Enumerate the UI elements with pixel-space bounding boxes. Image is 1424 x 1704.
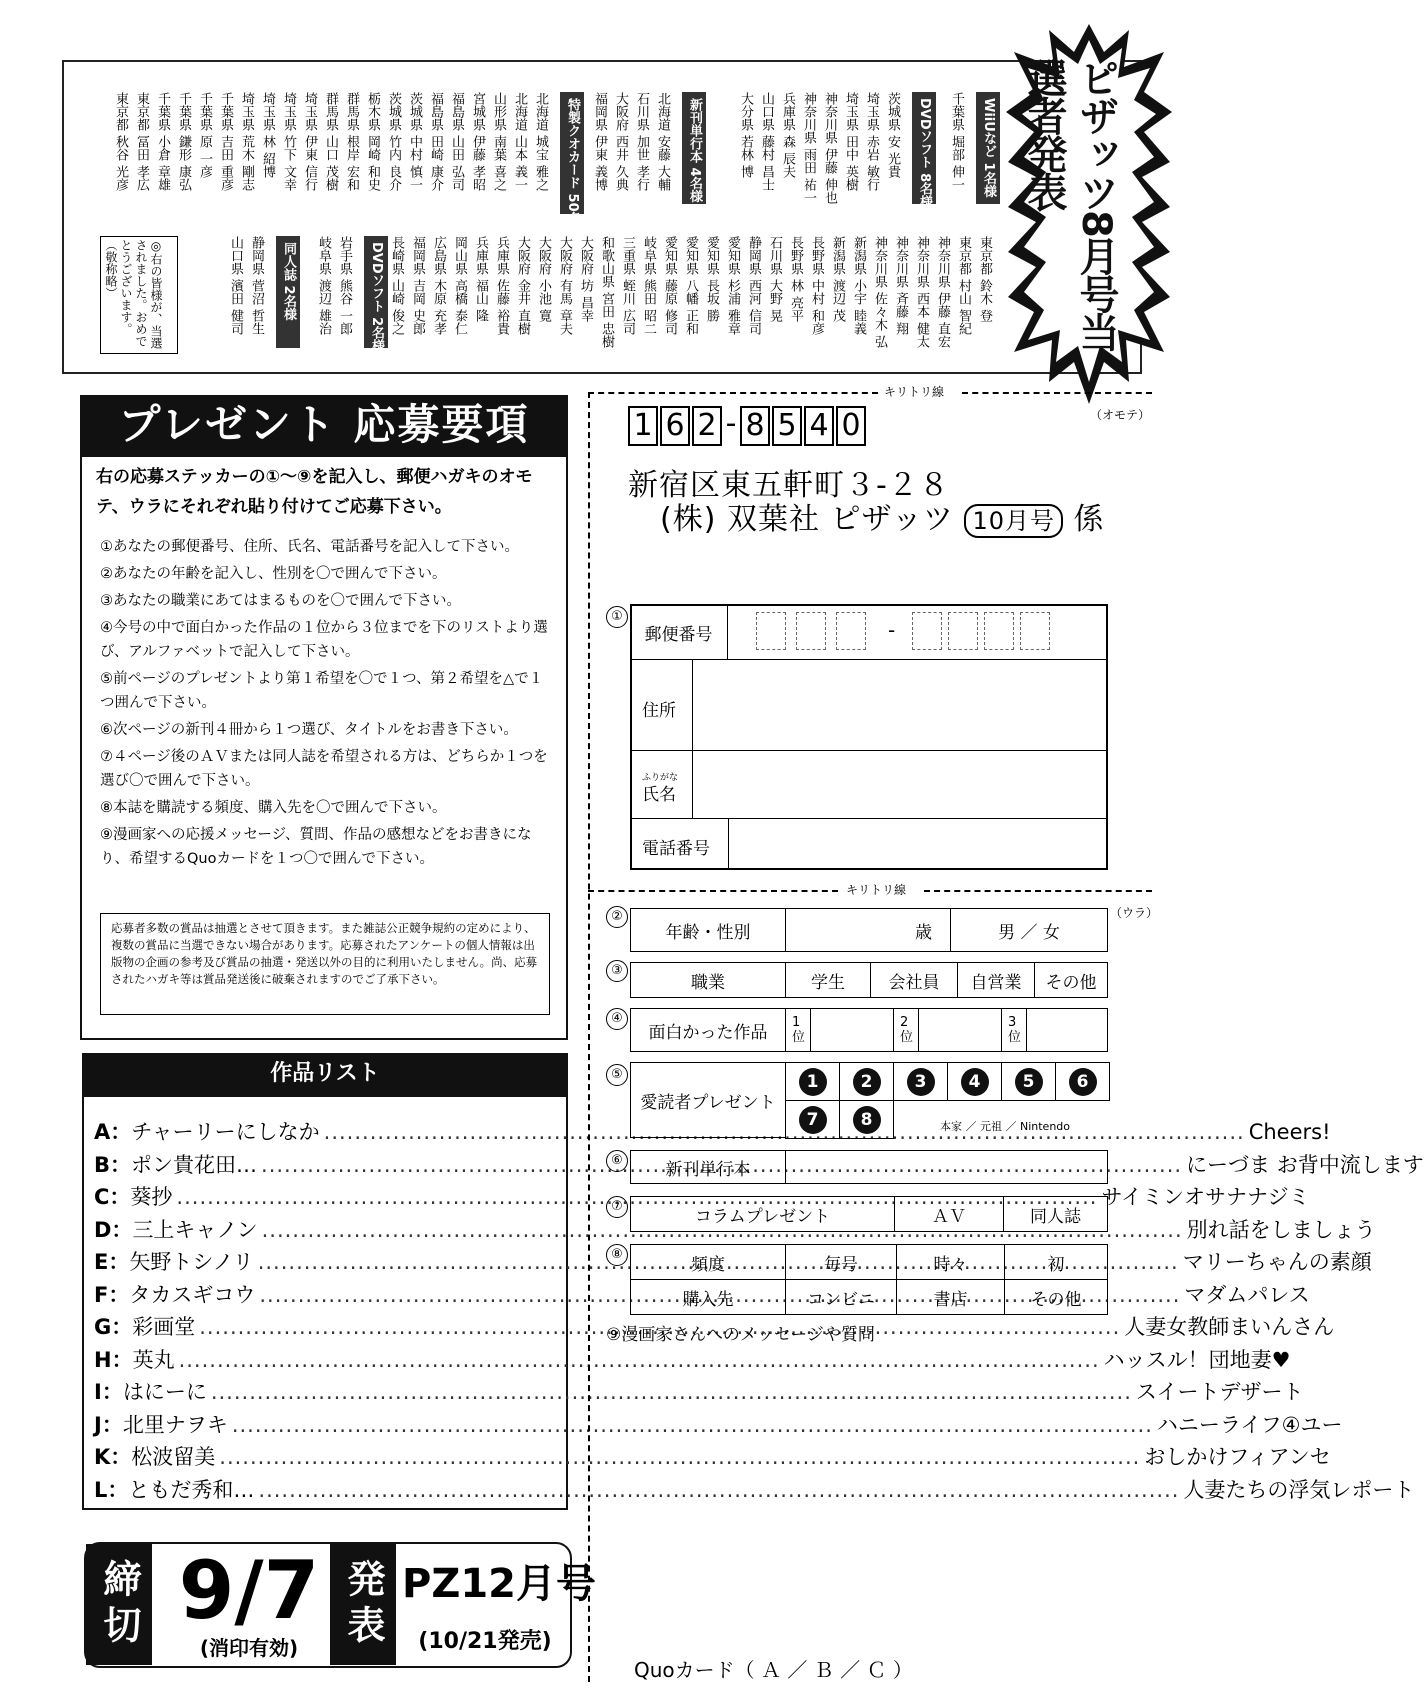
winner-entry: 千葉県 小倉 章雄 [155, 92, 170, 192]
present-notice: 応募者多数の賞品は抽選とさせて頂きます。また雑誌公正競争規約の定めにより、複数の賞品に当選できない場合があります。応募されたアンケートの個人情報は出版物の企画の参考及び賞品の抽選・発送以外の目的に利用いたしません。尚、応募されたハガキ等は賞品発送後に破棄されますのでご了承下さい。 [100, 913, 550, 1015]
postal-dash: - [888, 618, 896, 642]
present-option[interactable] [839, 1062, 894, 1101]
deadline-issue: PZ12月号 [402, 1561, 596, 1607]
present-step: ⑥次ページの新刊４冊から１つ選び、タイトルをお書き下さい。 [100, 722, 518, 738]
message-input[interactable] [606, 1348, 1106, 1648]
winner-entry: 東京都 冨田 孝広 [134, 92, 149, 192]
winner-entry: 千葉県 吉田 重彦 [218, 92, 233, 192]
winner-entry: 北海道 山本 義一 [512, 92, 527, 192]
work-title: にーづま お背中流します [1186, 1152, 1424, 1177]
deadline-date: 9/7 [178, 1544, 320, 1637]
work-key: E： [94, 1250, 130, 1274]
winner-entry: 長野県 林 亮平 [788, 236, 803, 323]
winner-entry: 東京都 村山 智紀 [956, 236, 971, 336]
name-input[interactable] [692, 751, 1107, 819]
winner-entry: 千葉県 堀部 伸一 [949, 92, 964, 192]
winner-entry: 山口県 藤村 昌士 [759, 92, 774, 192]
winner-entry: 東京都 鈴木 登 [977, 236, 992, 323]
freq-option[interactable]: 初 [1004, 1244, 1108, 1280]
section-6-num: ⑥ [606, 1150, 628, 1172]
winner-entry: 大阪府 小池 寛 [536, 236, 551, 323]
work-item [94, 1376, 1304, 1408]
work-key: D： [94, 1217, 133, 1242]
winner-entry: 岩手県 熊谷 一郎 [337, 236, 352, 336]
winner-entry: 神奈川県 西本 健太 [914, 236, 929, 349]
winner-entry: 広島県 木原 充孝 [431, 236, 446, 336]
winner-entry: 大阪府 有馬 章夫 [557, 236, 572, 336]
postcode-boxes [628, 406, 868, 446]
section-3-num: ③ [606, 960, 628, 982]
present-option[interactable] [839, 1100, 894, 1139]
work-key: A： [94, 1120, 132, 1144]
winner-entry: 茨城県 安 光貴 [885, 92, 900, 179]
section-7-num: ⑦ [606, 1196, 628, 1218]
winner-entry: 埼玉県 田中 英樹 [843, 92, 858, 192]
deadline-date-note: (消印有効) [199, 1636, 299, 1660]
work-author: タカスギコウ [129, 1282, 256, 1307]
deadline-happyo-label: 発表 [330, 1544, 396, 1665]
work-key: C： [94, 1185, 131, 1209]
winner-entry: 福岡県 吉岡 史郎 [410, 236, 425, 336]
postal-label: 郵便番号 [630, 604, 728, 660]
zip-digit: 2 [692, 406, 722, 446]
shop-option[interactable]: 書店 [896, 1279, 1005, 1315]
age-unit: 歳 [915, 922, 932, 943]
winner-entry: 新潟県 小宇 睦義 [851, 236, 866, 336]
zip-digit: 4 [804, 406, 834, 446]
postal-digit-box[interactable] [984, 612, 1014, 650]
work-author: はにーに [122, 1380, 207, 1404]
present-option-number: 1 [799, 1068, 827, 1096]
work-item [94, 1344, 1291, 1376]
winner-entry: 東京都 秋谷 光彦 [113, 92, 128, 192]
present-note: 本家 ／ 元祖 ／ Nintendo [940, 1120, 1071, 1133]
freq-option[interactable]: 時々 [896, 1244, 1005, 1280]
rank-label: 1位 [786, 1009, 811, 1051]
issue-badge: 10月号 [964, 504, 1063, 538]
present-step: ①あなたの郵便番号、住所、氏名、電話番号を記入して下さい。 [100, 539, 519, 555]
address-company: (株) 双葉社 ピザッツ [660, 502, 954, 537]
work-key: J： [94, 1412, 123, 1437]
winner-entry: 茨城県 中村 慎一 [407, 92, 422, 192]
quo-select[interactable]: Quoカード（ Ａ ／ Ｂ ／ Ｃ ） [634, 1658, 913, 1682]
winner-entry: 岐阜県 熊田 昭二 [641, 236, 656, 336]
ura-label: （ウラ） [1110, 906, 1159, 920]
present-option-number: 8 [853, 1106, 881, 1134]
winner-entry: 千葉県 鎌形 康弘 [176, 92, 191, 192]
column-option-av[interactable]: ＡＶ [894, 1196, 1004, 1232]
present-option[interactable] [893, 1062, 948, 1101]
work-key: K： [94, 1445, 132, 1469]
kakari: 係 [1073, 502, 1105, 537]
winner-entry: 静岡県 西河 信司 [746, 236, 761, 336]
present-step: ⑤前ページのプレゼントより第１希望を〇で１つ、第２希望を△で１つ囲んで下さい。 [100, 671, 544, 711]
winner-entry: 兵庫県 福山 隆 [473, 236, 488, 323]
postal-digit-box[interactable] [1020, 612, 1050, 650]
winner-entry: 石川県 加世 孝行 [634, 92, 649, 192]
winner-entry: 福島県 山田 弘司 [449, 92, 464, 192]
zip-digit: 6 [660, 406, 690, 446]
work-title: マリーちゃんの素顔 [1182, 1250, 1372, 1274]
present-step: ②あなたの年齢を記入し、性別を〇で囲んで下さい。 [100, 566, 447, 582]
zip-dash: - [725, 406, 737, 441]
winner-category-label: 同人誌 2名様 [276, 236, 300, 348]
rank-label: 3位 [1002, 1009, 1027, 1051]
section-2-num: ② [606, 906, 628, 928]
furigana-label: ふりがな [642, 773, 679, 783]
job-option[interactable]: その他 [1034, 962, 1108, 998]
work-title: 人妻女教師まいんさん [1124, 1315, 1335, 1339]
work-author: 英丸 [132, 1347, 175, 1372]
address-input[interactable] [692, 660, 1107, 750]
postal-digit-box[interactable] [796, 612, 826, 650]
winner-entry: 大分県 若林 博 [738, 92, 753, 179]
winner-entry: 神奈川県 伊藤 伸也 [822, 92, 837, 205]
phone-label: 電話番号 [642, 839, 710, 859]
phone-input[interactable] [728, 819, 1107, 868]
postal-digit-box[interactable] [948, 612, 978, 650]
winner-entry: 山形県 南葉 喜之 [491, 92, 506, 192]
zip-digit: 5 [772, 406, 802, 446]
present-steps [100, 535, 556, 874]
work-title: おしかけフィアンセ [1144, 1445, 1331, 1469]
present-intro: 右の応募ステッカーの①〜⑨を記入し、郵便ハガキのオモテ、ウラにそれぞれ貼り付けてご応募下さい。 [96, 467, 533, 517]
winner-entry: 石川県 大野 晃 [767, 236, 782, 323]
work-author: 北里ナヲキ [122, 1412, 228, 1437]
freq-label: 頻度 [630, 1244, 786, 1280]
winner-entry: 千葉県 原 一彦 [197, 92, 212, 179]
work-title: スイートデザート [1135, 1380, 1304, 1404]
winner-entry: 神奈川県 伊藤 直宏 [935, 236, 950, 349]
job-option[interactable]: 自営業 [957, 962, 1035, 998]
winner-entry: 山口県 濱田 健司 [228, 236, 243, 336]
winner-entry: 兵庫県 森 辰夫 [780, 92, 795, 179]
winner-entry: 埼玉県 林 紹博 [260, 92, 275, 179]
winner-entry: 大阪府 坊 昌幸 [578, 236, 593, 323]
winner-entry: 埼玉県 竹下 文幸 [281, 92, 296, 192]
present-option-number: 3 [907, 1068, 935, 1096]
present-option-number: 7 [799, 1106, 827, 1134]
present-option[interactable] [785, 1062, 840, 1101]
age-input[interactable] [785, 908, 951, 952]
work-author: 矢野トシノリ [129, 1250, 254, 1274]
rank-field[interactable] [1001, 1008, 1108, 1052]
present-option-number: 4 [961, 1068, 989, 1096]
winner-entry: 長野県 中村 和彦 [809, 236, 824, 336]
deadline-banner [84, 1542, 596, 1668]
winner-category-label: 特製クオカード 50名様 [560, 92, 584, 214]
winner-entry: 神奈川県 雨田 祐一 [801, 92, 816, 205]
cutline-top-left [588, 392, 878, 394]
shop-label: 購入先 [630, 1279, 786, 1315]
cutline-top-label: キリトリ線 [884, 385, 945, 399]
winner-entry: 神奈川県 斉藤 翔 [893, 236, 908, 336]
postcard-left-cutline [588, 392, 590, 1682]
work-key: B： [94, 1152, 132, 1177]
winner-category-label: DVDソフト 2名様 [364, 236, 388, 348]
work-author: チャーリーにしなか [131, 1120, 320, 1144]
newbook-label: 新刊単行本 [630, 1150, 786, 1184]
work-item [94, 1441, 1331, 1473]
postal-digit-box[interactable] [836, 612, 866, 650]
work-item [94, 1181, 1310, 1213]
work-title: Cheers! [1248, 1120, 1331, 1144]
address-line1: 新宿区東五軒町３-２８ [628, 468, 950, 503]
work-title: サイミンオサナナジミ [1101, 1185, 1310, 1209]
rank-field[interactable] [893, 1008, 1002, 1052]
cutline-top-right [962, 392, 1152, 394]
winners-honorific-box [100, 236, 178, 354]
winner-entry: 宮城県 伊藤 孝昭 [470, 92, 485, 192]
winner-entry: 大阪府 金井 直樹 [515, 236, 530, 336]
winner-entry: 埼玉県 荒木 剛志 [239, 92, 254, 192]
work-key: I： [94, 1380, 123, 1404]
winners-honorific: ◎右の皆様が、当選されました。おめでとうございます。（敬称略） [104, 239, 163, 349]
fav-label: 面白かった作品 [630, 1008, 786, 1052]
winner-category-label: WiiUなど 1名様 [976, 92, 1000, 204]
present-step: ⑨漫画家への応援メッセージ、質問、作品の感想などをお書きになり、希望するQuoカードを１つ〇で囲んで下さい。 [100, 827, 532, 867]
section-8-num: ⑧ [606, 1244, 628, 1266]
winner-entry: 北海道 城宝 雅之 [533, 92, 548, 192]
winner-entry: 茨城県 竹内 良介 [386, 92, 401, 192]
section-1-num: ① [606, 606, 628, 628]
present-option[interactable] [785, 1100, 840, 1139]
rank-label: 2位 [894, 1009, 919, 1051]
winner-entry: 大阪府 西井 久典 [613, 92, 628, 192]
work-key: G： [94, 1315, 133, 1339]
works-title: 作品リスト [82, 1053, 568, 1095]
address-line2 [660, 494, 1105, 538]
winner-entry: 埼玉県 赤岩 敏行 [864, 92, 879, 192]
winners-title: ピザッツ8月号当選者発表 [1021, 58, 1119, 350]
winner-entry: 岐阜県 渡辺 雄治 [316, 236, 331, 336]
winner-entry: 栃木県 岡崎 和史 [365, 92, 380, 192]
postal-digit-box[interactable] [912, 612, 942, 650]
present-step: ③あなたの職業にあてはまるものを〇で囲んで下さい。 [100, 593, 461, 609]
zip-digit: 0 [836, 406, 866, 446]
newbook-input[interactable] [785, 1150, 1108, 1184]
present-option[interactable] [1001, 1062, 1056, 1101]
winner-entry: 三重県 蛭川 広司 [620, 236, 635, 336]
job-option[interactable]: 学生 [785, 962, 871, 998]
winner-entry: 北海道 安藤 大輔 [655, 92, 670, 192]
shop-option[interactable]: その他 [1004, 1279, 1108, 1315]
winner-category-label: 新刊単行本 4名様 [682, 92, 706, 204]
winner-entry: 群馬県 根岸 宏和 [344, 92, 359, 192]
present-option-number: 5 [1015, 1068, 1043, 1096]
zip-digit: 1 [628, 406, 658, 446]
present-title: プレゼント 応募要項 [80, 395, 568, 455]
cutline-mid-right [924, 890, 1152, 892]
work-title: マダムパレス [1184, 1282, 1310, 1307]
winner-entry: 岡山県 高橋 泰仁 [452, 236, 467, 336]
winner-entry: 和歌山県 宮田 忠樹 [599, 236, 614, 349]
winner-entry: 愛知県 八幡 正和 [683, 236, 698, 336]
message-label: ⑨漫画家さんへのメッセージや質問 [606, 1325, 875, 1345]
present-option[interactable] [947, 1062, 1002, 1101]
winner-entry: 静岡県 菅沼 哲生 [249, 236, 264, 336]
winner-entry: 長崎県 山崎 俊之 [389, 236, 404, 336]
present-label: 愛読者プレゼント [630, 1062, 786, 1138]
cutline-mid-left [588, 890, 838, 892]
work-title: ハニーライフ④ユー [1156, 1412, 1343, 1437]
present-step: ⑦４ページ後のＡＶまたは同人誌を希望される方は、どちらか１つを選び〇で囲んで下さい。 [100, 749, 548, 789]
work-author: ポン貴花田… [131, 1152, 258, 1177]
section-4-num: ④ [606, 1008, 628, 1030]
winner-entry: 兵庫県 佐藤 裕貴 [494, 236, 509, 336]
work-title: 人妻たちの浮気レポート [1183, 1477, 1415, 1502]
present-option-number: 6 [1069, 1068, 1097, 1096]
present-option-number: 2 [853, 1068, 881, 1096]
column-label: コラムプレゼント [630, 1196, 895, 1232]
present-step: ④今号の中で面白かった作品の１位から３位までを下のリストより選び、アルファベットで記入して下さい。 [100, 620, 548, 660]
winner-entry: 群馬県 山口 茂樹 [323, 92, 338, 192]
work-key: L： [94, 1477, 129, 1502]
work-author: 三上キャノン [132, 1217, 258, 1242]
winner-entry: 福島県 田崎 康介 [428, 92, 443, 192]
deadline-issue-note: (10/21発売) [418, 1629, 552, 1654]
omote-label: （オモテ） [1090, 408, 1151, 422]
name-label: 氏名 [642, 785, 676, 805]
work-author: 葵抄 [130, 1185, 173, 1209]
work-author: 彩画堂 [132, 1315, 196, 1339]
rank-field[interactable] [785, 1008, 894, 1052]
present-step: ⑧本誌を購読する頻度、購入先を〇で囲んで下さい。 [100, 800, 447, 816]
work-author: ともだ秀和… [128, 1477, 255, 1502]
winner-category-label: DVDソフト 8名様 [912, 92, 936, 204]
cutline-mid-label: キリトリ線 [846, 883, 907, 897]
work-key: F： [94, 1282, 130, 1307]
section-5-num: ⑤ [606, 1064, 628, 1086]
job-option[interactable]: 会社員 [870, 962, 958, 998]
winner-entry: 埼玉県 伊東 信行 [302, 92, 317, 192]
work-title: 別れ話をしましょう [1186, 1217, 1376, 1242]
work-key: H： [94, 1347, 133, 1372]
shop-option[interactable]: コンビニ [785, 1279, 897, 1315]
work-title: ハッスル！団地妻♥ [1103, 1347, 1291, 1372]
postal-digit-box[interactable] [756, 612, 786, 650]
age-label: 年齢・性別 [630, 908, 786, 952]
winner-entry: 神奈川県 佐々木 弘 [872, 236, 887, 349]
zip-digit: 8 [740, 406, 770, 446]
deadline-shime-label: 締切 [86, 1544, 152, 1665]
job-label: 職業 [630, 962, 786, 998]
winner-entry: 福岡県 伊東 義博 [592, 92, 607, 192]
present-option[interactable] [1055, 1062, 1110, 1101]
column-option-doujinshi[interactable]: 同人誌 [1003, 1196, 1108, 1232]
winner-entry: 愛知県 杉浦 雅章 [725, 236, 740, 336]
winner-entry: 愛知県 長坂 勝 [704, 236, 719, 323]
work-item [94, 1474, 1415, 1506]
freq-option[interactable]: 毎号 [785, 1244, 897, 1280]
gender-select[interactable]: 男 ／ 女 [950, 908, 1108, 952]
work-author: 松波留美 [131, 1445, 216, 1469]
winner-entry: 愛知県 藤原 修司 [662, 236, 677, 336]
address-label: 住所 [642, 701, 676, 721]
winner-entry: 新潟県 渡辺 茂 [830, 236, 845, 323]
work-item [94, 1409, 1343, 1441]
